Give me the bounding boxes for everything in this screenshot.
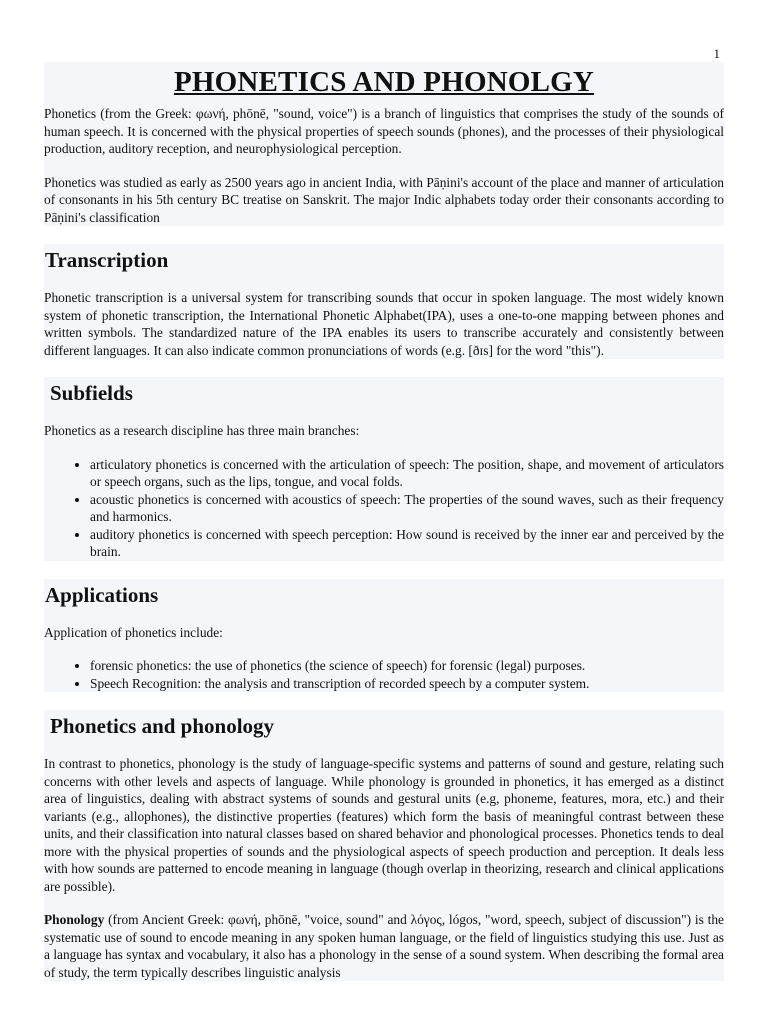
- page-number: 1: [713, 46, 720, 61]
- phonology-section: [44, 710, 724, 981]
- subfields-section: [44, 377, 724, 561]
- section-heading-applications: Applications: [45, 582, 159, 607]
- transcription-paragraph: Phonetic transcription is a universal system for transcribing sounds that occur in spoken language. The most widely known system of phonetic transcription, the International Phonetic Alphabet(IPA), uses a one-to-one mapping between phones and written symbols. The standardized nature of the IPA enables its users to transcribe accurately and consistently between different languages. It can also indicate common pronunciations of words (e.g. [ðɪs] for the word "this").: [44, 290, 724, 358]
- intro-paragraph-1: Phonetics (from the Greek: φωνή, phōnē, "sound, voice") is a branch of linguistics that comprises the study of the sounds of human speech. It is concerned with the physical properties of speech sounds (phones), and the processes of their physiological production, auditory reception, and neurophysiological perception.: [44, 106, 724, 156]
- section-heading-phonology: Phonetics and phonology: [50, 714, 275, 738]
- document-body: [44, 62, 724, 981]
- list-item: • acoustic phonetics is concerned with acoustics of speech: The properties of the sound waves, such as their frequency and harmonics.: [90, 491, 724, 526]
- list-item: • auditory phonetics is concerned with speech perception: How sound is received by the inner ear and perceived by the brain.: [90, 526, 724, 561]
- phonology-paragraph: In contrast to phonetics, phonology is the study of language-specific systems and patterns of sound and gesture, relating such concerns with other levels and aspects of language. While phonology is grounded in phonetics, it has emerged as a distinct area of linguistics, dealing with abstract systems of sounds and gestural units (e.g, phoneme, features, mora, etc.) and their variants (e.g., allophones), the distinctive properties (features) which form the basis of meaningful contrast between these units, and their classification into natural classes based on shared behavior and phonological processes. Phonetics tends to deal more with the physical properties of sounds and the physiological aspects of speech production and perception. It deals less with how sounds are patterned to encode meaning in language (though overlap in theorizing, research and clinical applications are possible).: [44, 756, 724, 894]
- applications-list: [44, 657, 724, 692]
- intro-block: [44, 105, 724, 226]
- phonology-definition-text: (from Ancient Greek: φωνή, phōnē, "voice, sound" and λόγος, lógos, "word, speech, subject of discussion") is the systematic use of sound to encode meaning in any spoken human language, or the field of linguistics studying this use. Just as a language has syntax and vocabulary, it also has a phonology in the sense of a sound system. When describing the formal area of study, the term typically describes linguistic analysis: [44, 912, 724, 980]
- transcription-section: [44, 244, 724, 359]
- phonology-definition-paragraph: [44, 911, 724, 981]
- list-item: • forensic phonetics: the use of phonetics (the science of speech) for forensic (legal) purposes.: [90, 657, 724, 675]
- subfields-intro: Phonetics as a research discipline has three main branches:: [44, 423, 360, 438]
- section-heading-subfields: Subfields: [50, 381, 133, 405]
- section-heading-transcription: Transcription: [45, 248, 169, 272]
- list-item: • articulatory phonetics is concerned with the articulation of speech: The position, shape, and movement of articulators or speech organs, such as the lips, tongue, and vocal folds.: [90, 456, 724, 491]
- intro-paragraph-2: Phonetics was studied as early as 2500 years ago in ancient India, with Pāṇini's account of the place and manner of articulation of consonants in his 5th century BC treatise on Sanskrit. The major Indic alphabets today order their consonants according to Pāṇini's classification: [44, 174, 724, 225]
- applications-intro: Application of phonetics include:: [44, 624, 223, 640]
- list-item: • Speech Recognition: the analysis and transcription of recorded speech by a computer system.: [90, 675, 724, 693]
- page-title: PHONETICS AND PHONOLGY: [173, 66, 595, 98]
- title-block: [44, 62, 724, 105]
- applications-section: [44, 579, 724, 693]
- subfields-list: [44, 456, 724, 561]
- phonology-term: Phonology: [44, 912, 105, 927]
